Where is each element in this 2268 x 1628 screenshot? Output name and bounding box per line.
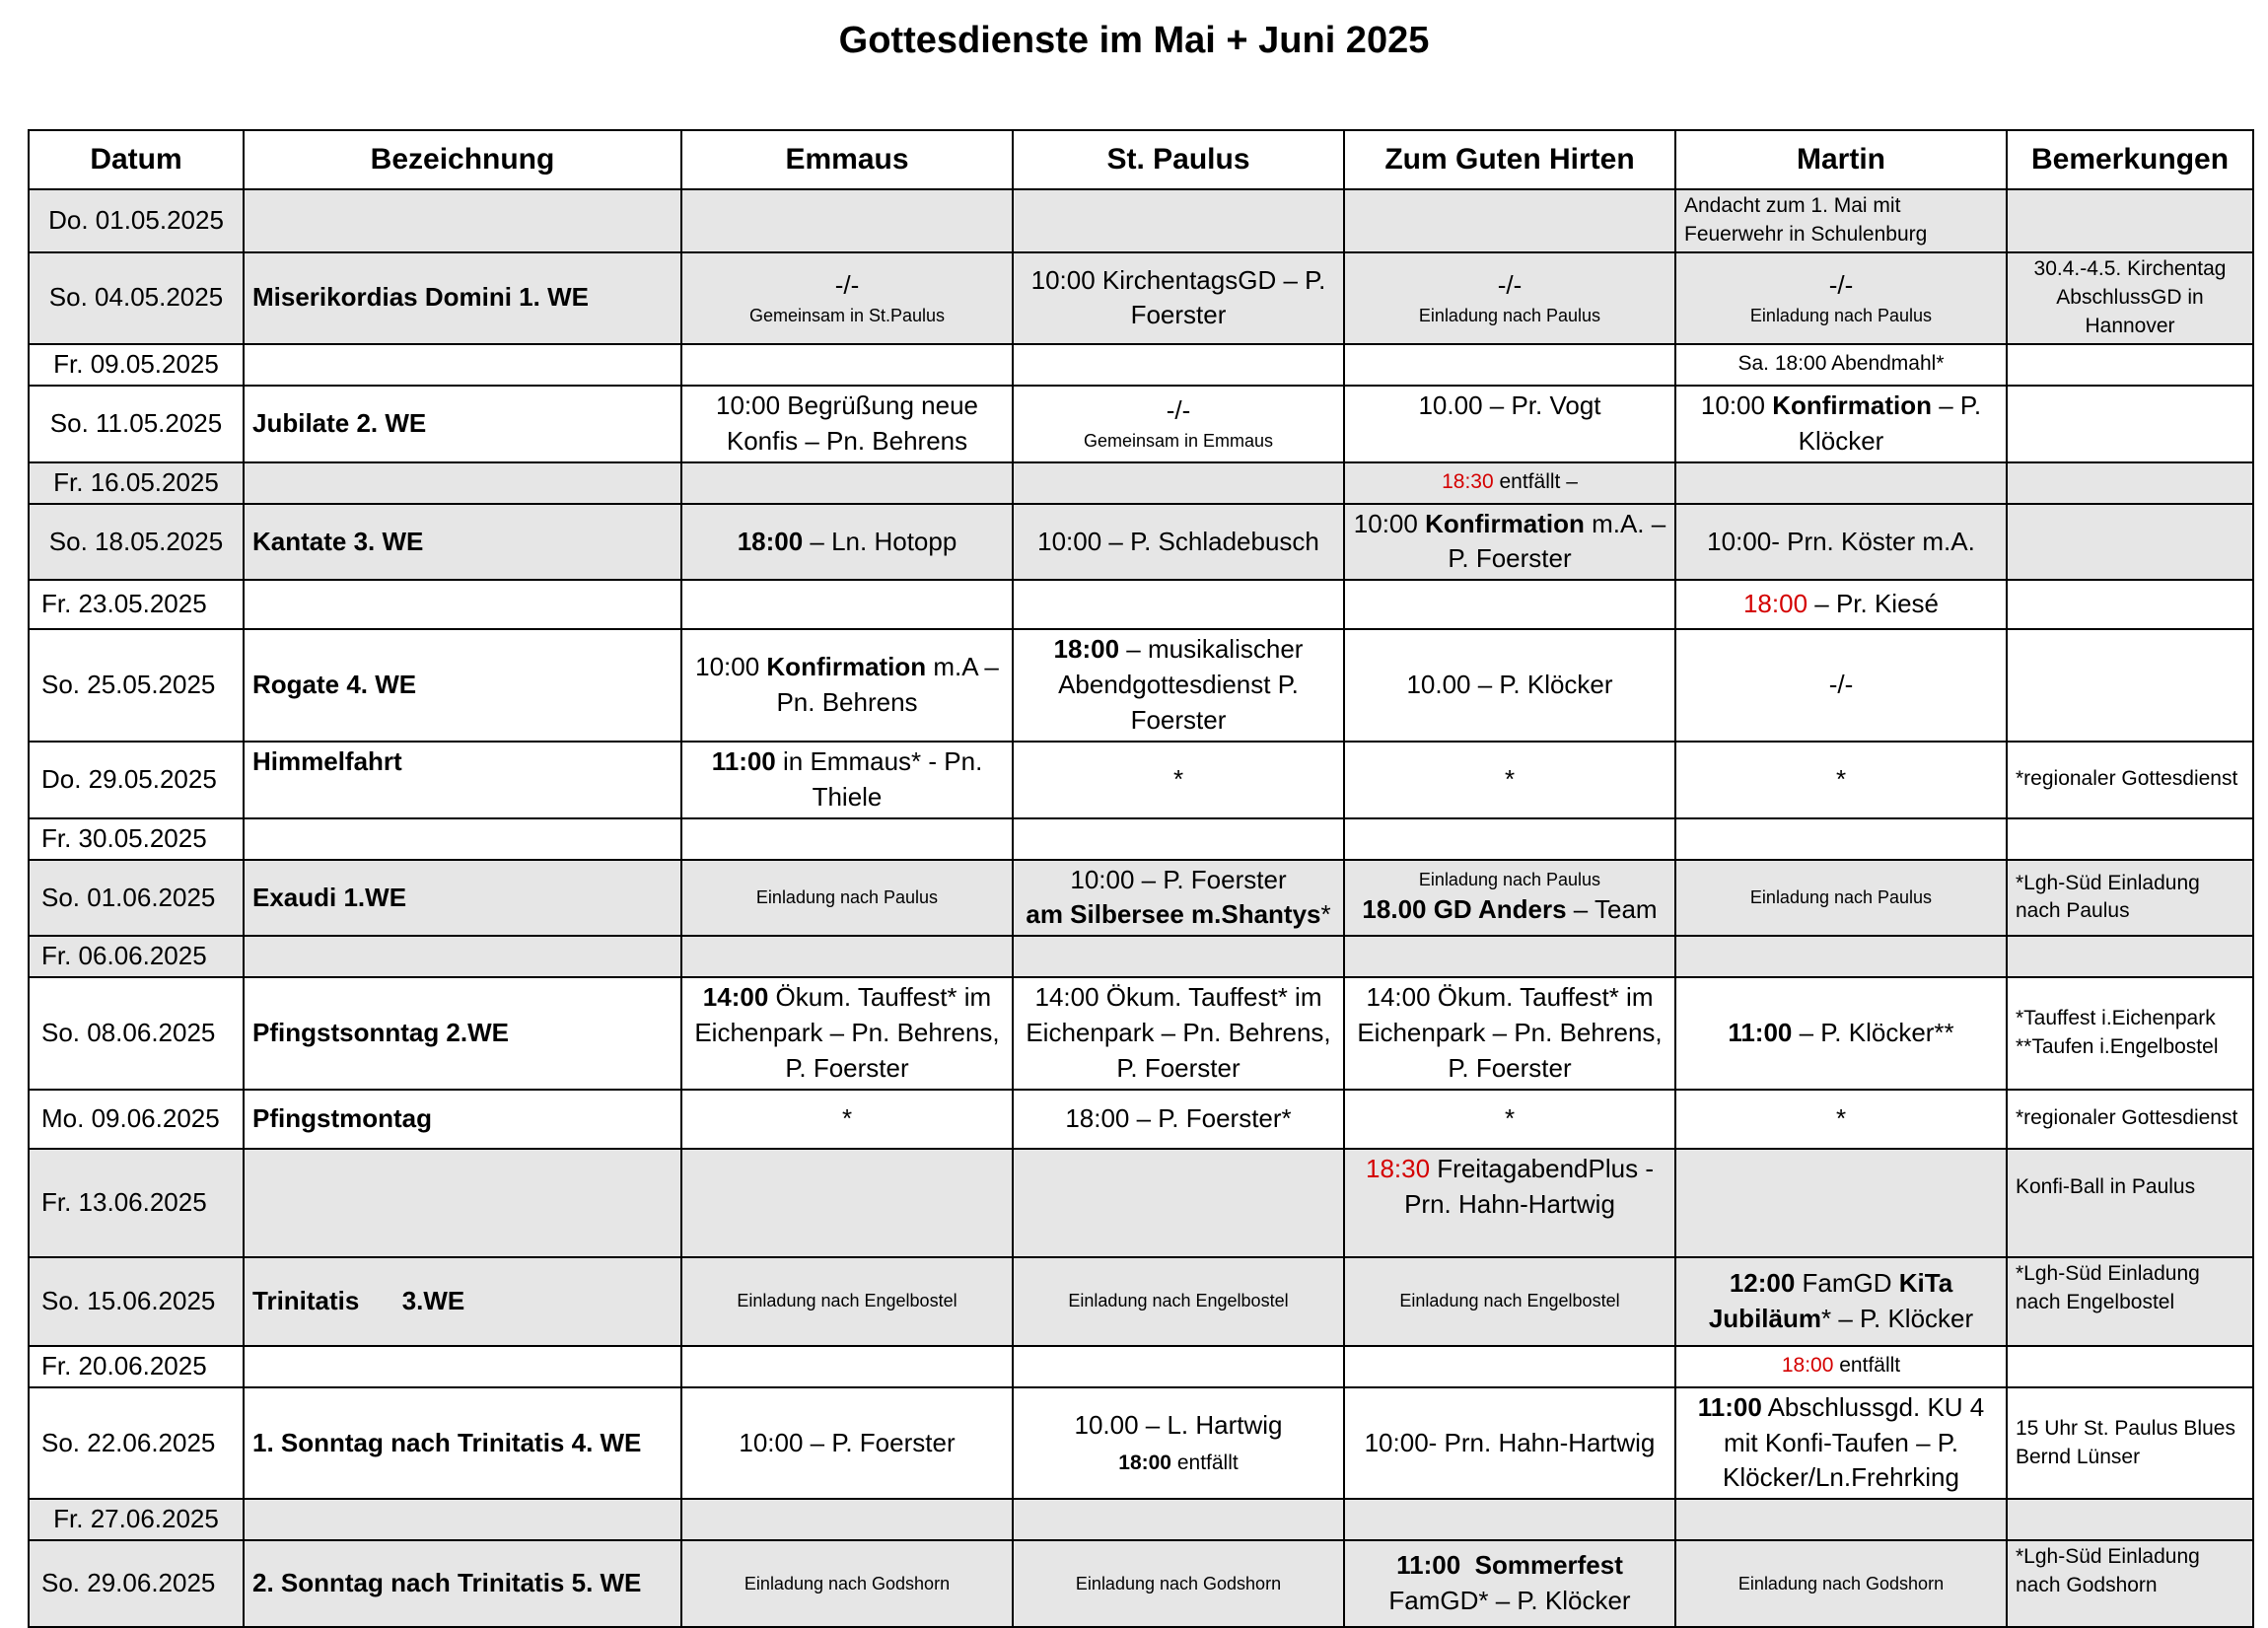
cell-datum: So. 04.05.2025 [29,252,244,344]
cell-emmaus [681,818,1013,860]
cell-emmaus [681,1346,1013,1387]
cell-st-paulus [1013,818,1344,860]
cell-bemerkungen: *regionaler Gottesdienst [2007,1090,2253,1149]
cell-bezeichnung [244,818,681,860]
table-row [29,742,2253,818]
table-row [29,189,2253,252]
cell-zum-guten-hirten: 18:30 entfällt – [1344,462,1675,504]
table-row [29,936,2253,977]
col-header-bezeichnung: Bezeichnung [244,130,681,189]
cell-zum-guten-hirten: 10.00 – P. Klöcker [1344,629,1675,742]
page-title: Gottesdienste im Mai + Juni 2025 [838,20,1430,61]
cell-datum: Do. 29.05.2025 [29,742,244,818]
col-header-st-paulus: St. Paulus [1013,130,1344,189]
cell-martin [1675,1149,2007,1257]
cell-martin [1675,1499,2007,1540]
cell-emmaus: 10:00 Konfirmation m.A – Pn. Behrens [681,629,1013,742]
cell-martin: -/- [1675,629,2007,742]
cell-bezeichnung: Trinitatis 3.WE [244,1257,681,1346]
cell-bezeichnung: Kantate 3. WE [244,504,681,581]
cell-zum-guten-hirten: 11:00 Sommerfest FamGD* – P. Klöcker [1344,1540,1675,1627]
cell-st-paulus [1013,1346,1344,1387]
cell-martin: 11:00 Abschlussgd. KU 4 mit Konfi-Taufen – P. Klöcker/Ln.Frehrking [1675,1387,2007,1500]
cell-st-paulus: 18:00 – musikalischer Abendgottesdienst P. Foerster [1013,629,1344,742]
cell-st-paulus: 10:00 KirchentagsGD – P. Foerster [1013,252,1344,344]
cell-bemerkungen [2007,189,2253,252]
cell-zum-guten-hirten: 18:30 FreitagabendPlus - Prn. Hahn-Hartwig [1344,1149,1675,1257]
cell-martin: 18:00 – Pr. Kiesé [1675,580,2007,629]
cell-datum: Fr. 20.06.2025 [29,1346,244,1387]
cell-martin: Sa. 18:00 Abendmahl* [1675,344,2007,386]
col-header-martin: Martin [1675,130,2007,189]
cell-bezeichnung: Rogate 4. WE [244,629,681,742]
cell-zum-guten-hirten [1344,1346,1675,1387]
cell-bezeichnung [244,1149,681,1257]
cell-datum: Fr. 23.05.2025 [29,580,244,629]
table-row [29,504,2253,581]
table-row [29,629,2253,742]
cell-zum-guten-hirten [1344,189,1675,252]
cell-bezeichnung [244,580,681,629]
table-row [29,462,2253,504]
cell-bemerkungen [2007,386,2253,462]
cell-st-paulus: * [1013,742,1344,818]
cell-bemerkungen: Konfi-Ball in Paulus [2007,1149,2253,1257]
col-header-bemerkungen: Bemerkungen [2007,130,2253,189]
cell-bemerkungen: 30.4.-4.5. Kirchentag AbschlussGD in Hannover [2007,252,2253,344]
cell-zum-guten-hirten [1344,818,1675,860]
cell-bezeichnung: Pfingstsonntag 2.WE [244,977,681,1090]
cell-martin: 12:00 FamGD KiTa Jubiläum* – P. Klöcker [1675,1257,2007,1346]
cell-bezeichnung [244,1346,681,1387]
cell-emmaus-main: -/- [834,269,860,300]
cell-bezeichnung: Miserikordias Domini 1. WE [244,252,681,344]
cell-martin [1675,936,2007,977]
cell-bezeichnung [244,462,681,504]
cell-zum-guten-hirten: * [1344,742,1675,818]
table-row [29,1499,2253,1540]
cell-datum: So. 18.05.2025 [29,504,244,581]
cell-martin: 10:00 Konfirmation – P. Klöcker [1675,386,2007,462]
cell-emmaus: * [681,1090,1013,1149]
cell-datum: Fr. 13.06.2025 [29,1149,244,1257]
cell-st-paulus [1013,1499,1344,1540]
col-header-zum-guten-hirten: Zum Guten Hirten [1344,130,1675,189]
table-row [29,1149,2253,1257]
cell-bemerkungen [2007,629,2253,742]
cell-martin: Einladung nach Godshorn [1675,1540,2007,1627]
cell-zum-guten-hirten: Einladung nach Paulus 18.00 GD Anders – Team [1344,860,1675,937]
table-row [29,344,2253,386]
cell-martin: Einladung nach Paulus [1675,860,2007,937]
cell-datum: Do. 01.05.2025 [29,189,244,252]
cell-martin-main: -/- [1828,269,1854,300]
cell-martin [1675,252,2007,344]
cell-martin [1675,818,2007,860]
cell-emmaus [681,580,1013,629]
cell-zum-guten-hirten: 10.00 – Pr. Vogt [1344,386,1675,462]
cell-bezeichnung: Exaudi 1.WE [244,860,681,937]
cell-bezeichnung: Jubilate 2. WE [244,386,681,462]
cell-emmaus-note: Gemeinsam in St.Paulus [748,305,946,325]
table-row [29,1540,2253,1627]
cell-zum-guten-hirten [1344,344,1675,386]
cell-zum-guten-hirten [1344,936,1675,977]
cell-zum-guten-hirten: Einladung nach Engelbostel [1344,1257,1675,1346]
cell-st-paulus: 10.00 – L. Hartwig 18:00 entfällt [1013,1387,1344,1500]
cell-bezeichnung: Pfingstmontag [244,1090,681,1149]
cell-st-paulus [1013,1149,1344,1257]
cell-datum: Fr. 27.06.2025 [29,1499,244,1540]
cell-martin [1675,462,2007,504]
cell-st-paulus [1013,936,1344,977]
cell-zum-guten-hirten: 10:00- Prn. Hahn-Hartwig [1344,1387,1675,1500]
cell-martin: 10:00- Prn. Köster m.A. [1675,504,2007,581]
cell-paulus-main: -/- [1166,395,1191,426]
cell-emmaus [681,1149,1013,1257]
cell-bemerkungen: *Lgh-Süd Einladung nach Godshorn [2007,1540,2253,1627]
cell-zum-guten-hirten [1344,252,1675,344]
cell-hirten-main: -/- [1497,269,1523,300]
cell-st-paulus: 14:00 Ökum. Tauffest* im Eichenpark – Pn. Behrens, P. Foerster [1013,977,1344,1090]
cell-martin: 11:00 – P. Klöcker** [1675,977,2007,1090]
cell-bemerkungen [2007,344,2253,386]
table-row [29,1257,2253,1346]
table-row [29,580,2253,629]
cell-zum-guten-hirten [1344,1499,1675,1540]
cell-zum-guten-hirten: 14:00 Ökum. Tauffest* im Eichenpark – Pn. Behrens, P. Foerster [1344,977,1675,1090]
cell-st-paulus: 10:00 – P. Schladebusch [1013,504,1344,581]
cell-bezeichnung [244,1499,681,1540]
cell-st-paulus: 18:00 – P. Foerster* [1013,1090,1344,1149]
cell-paulus-note: Gemeinsam in Emmaus [1083,431,1274,452]
cell-bemerkungen [2007,936,2253,977]
cell-emmaus: 10:00 Begrüßung neue Konfis – Pn. Behrens [681,386,1013,462]
cell-datum: So. 29.06.2025 [29,1540,244,1627]
table-row [29,252,2253,344]
cell-zum-guten-hirten [1344,580,1675,629]
cell-bezeichnung: 2. Sonntag nach Trinitatis 5. WE [244,1540,681,1627]
cell-emmaus [681,252,1013,344]
table-row [29,386,2253,462]
cell-datum: Fr. 30.05.2025 [29,818,244,860]
cell-bezeichnung [244,936,681,977]
cell-emmaus: 14:00 Ökum. Tauffest* im Eichenpark – Pn. Behrens, P. Foerster [681,977,1013,1090]
cell-st-paulus [1013,462,1344,504]
table-row [29,977,2253,1090]
cell-bemerkungen [2007,1346,2253,1387]
cell-datum: So. 01.06.2025 [29,860,244,937]
cell-bemerkungen [2007,462,2253,504]
cell-bemerkungen: *Lgh-Süd Einladung nach Engelbostel [2007,1257,2253,1346]
header-row [29,130,2253,189]
service-schedule-table [28,129,2254,1628]
cell-emmaus: Einladung nach Engelbostel [681,1257,1013,1346]
cell-st-paulus [1013,580,1344,629]
cell-emmaus [681,189,1013,252]
table-row [29,860,2253,937]
cell-martin: 18:00 entfällt [1675,1346,2007,1387]
table-row [29,818,2253,860]
cell-bemerkungen [2007,504,2253,581]
cell-martin: * [1675,742,2007,818]
cell-emmaus [681,1499,1013,1540]
cell-datum: So. 22.06.2025 [29,1387,244,1500]
cell-emmaus [681,344,1013,386]
cell-st-paulus: Einladung nach Engelbostel [1013,1257,1344,1346]
cell-emmaus [681,936,1013,977]
cell-bemerkungen [2007,1499,2253,1540]
cell-zum-guten-hirten: 10:00 Konfirmation m.A. – P. Foerster [1344,504,1675,581]
col-header-emmaus: Emmaus [681,130,1013,189]
cell-martin: * [1675,1090,2007,1149]
cell-bezeichnung [244,344,681,386]
cell-bezeichnung: Himmelfahrt [244,742,681,818]
cell-emmaus: 10:00 – P. Foerster [681,1387,1013,1500]
cell-martin-note: Einladung nach Paulus [1749,305,1933,325]
cell-datum: So. 11.05.2025 [29,386,244,462]
cell-datum: So. 15.06.2025 [29,1257,244,1346]
cell-datum: Fr. 16.05.2025 [29,462,244,504]
cell-emmaus: 11:00 in Emmaus* - Pn. Thiele [681,742,1013,818]
cell-datum: So. 25.05.2025 [29,629,244,742]
cell-bemerkungen: *Tauffest i.Eichenpark **Taufen i.Engelbostel [2007,977,2253,1090]
cell-datum: Fr. 09.05.2025 [29,344,244,386]
cell-zum-guten-hirten: * [1344,1090,1675,1149]
cell-datum: Fr. 06.06.2025 [29,936,244,977]
cell-bemerkungen: *Lgh-Süd Einladung nach Paulus [2007,860,2253,937]
cell-bemerkungen [2007,818,2253,860]
table-row [29,1387,2253,1500]
cell-st-paulus [1013,386,1344,462]
table-row [29,1090,2253,1149]
cell-emmaus: Einladung nach Paulus [681,860,1013,937]
cell-bezeichnung [244,189,681,252]
cell-bemerkungen: *regionaler Gottesdienst [2007,742,2253,818]
cell-st-paulus: Einladung nach Godshorn [1013,1540,1344,1627]
table-row [29,1346,2253,1387]
cell-emmaus: Einladung nach Godshorn [681,1540,1013,1627]
cell-hirten-note: Einladung nach Paulus [1418,305,1601,325]
cell-bezeichnung: 1. Sonntag nach Trinitatis 4. WE [244,1387,681,1500]
cell-st-paulus [1013,189,1344,252]
cell-martin: Andacht zum 1. Mai mit Feuerwehr in Schulenburg [1675,189,2007,252]
cell-st-paulus [1013,344,1344,386]
cell-datum: Mo. 09.06.2025 [29,1090,244,1149]
cell-bemerkungen: 15 Uhr St. Paulus Blues Bernd Lünser [2007,1387,2253,1500]
cell-st-paulus: 10:00 – P. Foerster am Silbersee m.Shantys* [1013,860,1344,937]
cell-datum: So. 08.06.2025 [29,977,244,1090]
col-header-datum: Datum [29,130,244,189]
cell-bemerkungen [2007,580,2253,629]
cell-emmaus: 18:00 – Ln. Hotopp [681,504,1013,581]
cell-emmaus [681,462,1013,504]
